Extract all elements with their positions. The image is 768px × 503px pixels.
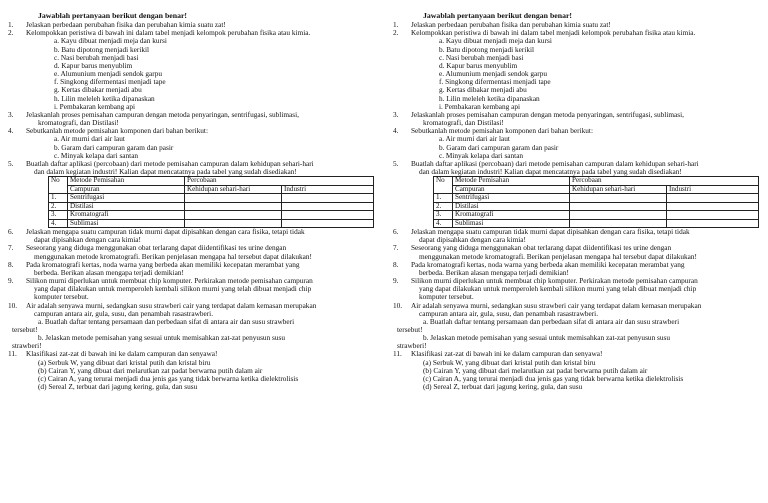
- question-1: 1. Jelaskan perbedaan perubahan fisika dan perubahan kimia suatu zat!: [8, 20, 226, 30]
- q2-item: c. Nasi berubah menjadi basi: [439, 52, 524, 62]
- question-9-cont: yang dapat dilakukan untuk memperoleh kembali silikon murni yang telah dibuat menjadi chip: [34, 284, 312, 294]
- q11-item: (b) Cairan Y, yang dibuat dari melarutkan zat padat berwarna putih dalam air: [38, 365, 263, 375]
- question-8: 8. Pada kromatografi kertas, noda warna yang berbeda akan memiliki kecepatan merambat yang: [8, 259, 300, 269]
- table-row: 4. Sublimasi: [49, 219, 374, 228]
- question-9-cont: komputer tersebut.: [419, 292, 474, 302]
- question-7-cont: menggunakan metode kromatografi. Berikan penjelasan mengapa hal tersebut dapat dilakukan!: [34, 251, 312, 261]
- table-header-method-2: Campuran: [453, 185, 570, 194]
- q2-item: e. Alumunium menjadi sendok garpu: [54, 69, 163, 79]
- q2-item: e. Alumunium menjadi sendok garpu: [439, 69, 548, 79]
- q2-item: g. Kertas dibakar menjadi abu: [54, 85, 142, 95]
- q10-item-b-cont: strawberi!: [12, 341, 42, 351]
- q2-item: f. Singkong difermentasi menjadi tape: [439, 77, 551, 87]
- question-8: 8. Pada kromatografi kertas, noda warna yang berbeda akan memiliki kecepatan merambat yang: [393, 259, 685, 269]
- worksheet-title: Jawablah pertanyaan berikut dengan benar!: [38, 11, 188, 20]
- question-3: 3. Jelaskanlah proses pemisahan campuran dengan metoda penyaringan, sentrifugasi, sublimasi,: [393, 109, 684, 119]
- q2-item: i. Pembakaran kembang api: [439, 101, 521, 111]
- q10-item-b-cont: strawberi!: [397, 341, 427, 351]
- table-header-method: Metode Pemisahan: [453, 177, 570, 186]
- question-6: 6. Jelaskan mengapa suatu campuran tidak murni dapat dipisahkan dengan cara fisika, tetapi tidak: [393, 227, 690, 237]
- table-row: 1. Sentrifugasi: [49, 194, 374, 203]
- separation-methods-table: [48, 176, 374, 228]
- worksheet-title: Jawablah pertanyaan berikut dengan benar!: [423, 11, 573, 20]
- question-11: 11. Klasifikasi zat-zat di bawah ini ke dalam campuran dan senyawa!: [8, 349, 218, 359]
- question-2: 2. Kelompokkan peristiwa di bawah ini dalam tabel menjadi kelompok perubahan fisika atau kimia.: [393, 28, 696, 38]
- table-header-no: No: [49, 177, 68, 194]
- question-4: 4. Sebutkanlah metode pemisahan komponen dari bahan berikut:: [8, 126, 208, 136]
- q2-item: b. Batu dipotong menjadi kerikil: [439, 44, 535, 54]
- question-9-cont: yang dapat dilakukan untuk memperoleh kembali silikon murni yang telah dibuat menjadi chip: [419, 284, 697, 294]
- q2-item: a. Kayu dibuat menjadi meja dan kursi: [439, 36, 552, 46]
- table-header-no: No: [434, 177, 453, 194]
- table-header-percobaan: Percobaan: [570, 177, 759, 186]
- question-3-cont: kromatografi, dan Distilasi!: [423, 118, 504, 128]
- table-header-method-2: Campuran: [68, 185, 185, 194]
- worksheet-column-right: [393, 12, 765, 391]
- q2-item: c. Nasi berubah menjadi basi: [54, 52, 139, 62]
- q10-item-b: b. Jelaskan metode pemisahan yang sesuai untuk memisahkan zat-zat penyusun susu: [423, 333, 671, 343]
- table-header-daily: Kehidupan sehari-hari: [570, 185, 667, 194]
- question-9: 9. Silikon murni diperlukan untuk membuat chip komputer. Perkirakan metode pemisahan campuran: [393, 276, 698, 286]
- table-row: 1. Sentrifugasi: [434, 194, 759, 203]
- question-5: 5. Buatlah daftar aplikasi (percobaan) dari metode pemisahan campuran dalam kehidupan sehari-hari: [8, 158, 314, 168]
- q11-item: (d) Sereal Z, terbuat dari jagung kering, gula, dan susu: [423, 382, 583, 392]
- q10-item-a: a. Buatlah daftar tentang persamaan dan perbedaan sifat di antara air dan susu strawberi: [38, 316, 295, 326]
- question-5-cont: dan dalam kegiatan industri! Kalian dapat mencatatnya pada tabel yang sudah disediakan!: [419, 166, 682, 176]
- question-8-cont: berbeda. Berikan alasan mengapa terjadi demikian!: [34, 267, 184, 277]
- q2-item: i. Pembakaran kembang api: [54, 101, 136, 111]
- q11-item: (a) Serbuk W, yang dibuat dari kristal putih dan kristal biru: [38, 357, 211, 367]
- worksheet-column-left: [8, 12, 380, 391]
- question-10-cont: campuran antara air, gula, susu, dan penambah rasastrawberi.: [419, 308, 599, 318]
- q4-item: c. Minyak kelapa dari santan: [54, 150, 139, 160]
- question-1: 1. Jelaskan perbedaan perubahan fisika dan perubahan kimia suatu zat!: [393, 20, 611, 30]
- q10-item-a: a. Buatlah daftar tentang persamaan dan perbedaan sifat di antara air dan susu strawberi: [423, 316, 680, 326]
- question-6-cont: dapat dipisahkan dengan cara kimia!: [419, 235, 526, 245]
- question-10-cont: campuran antara air, gula, susu, dan penambah rasastrawberi.: [34, 308, 214, 318]
- q10-item-a-cont: tersebut!: [397, 325, 423, 334]
- q4-item: b. Garam dari campuran garam dan pasir: [54, 142, 174, 152]
- q11-item: (d) Sereal Z, terbuat dari jagung kering, gula, dan susu: [38, 382, 198, 392]
- table-row: 3. Kromatografi: [49, 211, 374, 220]
- question-7: 7. Seseorang yang diduga menggunakan obat terlarang dapat diidentifikasi tes urine dengan: [393, 243, 672, 253]
- table-header-industry: Industri: [282, 185, 374, 194]
- table-row: 3. Kromatografi: [434, 211, 759, 220]
- question-5-cont: dan dalam kegiatan industri! Kalian dapat mencatatnya pada tabel yang sudah disediakan!: [34, 166, 297, 176]
- question-10: 10. Air adalah senyawa murni, sedangkan susu strawberi cair yang terdapat dalam kemasan merupakan: [393, 300, 702, 310]
- question-3: 3. Jelaskanlah proses pemisahan campuran dengan metoda penyaringan, sentrifugasi, sublimasi,: [8, 109, 299, 119]
- q2-item: d. Kapur barus menyublim: [54, 60, 133, 70]
- question-10: 10. Air adalah senyawa murni, sedangkan susu strawberi cair yang terdapat dalam kemasan merupakan: [8, 300, 317, 310]
- q2-item: f. Singkong difermentasi menjadi tape: [54, 77, 166, 87]
- separation-methods-table: [433, 176, 759, 228]
- question-9: 9. Silikon murni diperlukan untuk membuat chip komputer. Perkirakan metode pemisahan campuran: [8, 276, 313, 286]
- q2-item: g. Kertas dibakar menjadi abu: [439, 85, 527, 95]
- question-4: 4. Sebutkanlah metode pemisahan komponen dari bahan berikut:: [393, 126, 593, 136]
- question-11: 11. Klasifikasi zat-zat di bawah ini ke dalam campuran dan senyawa!: [393, 349, 603, 359]
- q10-item-a-cont: tersebut!: [12, 325, 38, 334]
- q11-item: (c) Cairan A, yang terurai menjadi dua jenis gas yang tidak berwarna ketika dielektrolisis: [423, 373, 684, 383]
- q10-item-b: b. Jelaskan metode pemisahan yang sesuai untuk memisahkan zat-zat penyusun susu: [38, 333, 286, 343]
- table-header-daily: Kehidupan sehari-hari: [185, 185, 282, 194]
- q4-item: c. Minyak kelapa dari santan: [439, 150, 524, 160]
- q2-item: h. Lilin meleleh ketika dipanaskan: [54, 93, 155, 103]
- q4-item: a. Air murni dari air laut: [54, 134, 125, 144]
- question-6-cont: dapat dipisahkan dengan cara kimia!: [34, 235, 141, 245]
- table-row: 2. Distilasi: [434, 202, 759, 211]
- question-9-cont: komputer tersebut.: [34, 292, 89, 302]
- table-row: 2. Distilasi: [49, 202, 374, 211]
- question-7-cont: menggunakan metode kromatografi. Berikan penjelasan mengapa hal tersebut dapat dilakukan!: [419, 251, 697, 261]
- q11-item: (b) Cairan Y, yang dibuat dari melarutkan zat padat berwarna putih dalam air: [423, 365, 648, 375]
- q2-item: d. Kapur barus menyublim: [439, 60, 518, 70]
- table-row: 4. Sublimasi: [434, 219, 759, 228]
- table-header-method: Metode Pemisahan: [68, 177, 185, 186]
- q4-item: b. Garam dari campuran garam dan pasir: [439, 142, 559, 152]
- q11-item: (a) Serbuk W, yang dibuat dari kristal putih dan kristal biru: [423, 357, 596, 367]
- q4-item: a. Air murni dari air laut: [439, 134, 510, 144]
- q2-item: a. Kayu dibuat menjadi meja dan kursi: [54, 36, 167, 46]
- question-3-cont: kromatografi, dan Distilasi!: [38, 118, 119, 128]
- q2-item: b. Batu dipotong menjadi kerikil: [54, 44, 150, 54]
- table-header-percobaan: Percobaan: [185, 177, 374, 186]
- question-5: 5. Buatlah daftar aplikasi (percobaan) dari metode pemisahan campuran dalam kehidupan sehari-hari: [393, 158, 699, 168]
- question-2: 2. Kelompokkan peristiwa di bawah ini dalam tabel menjadi kelompok perubahan fisika atau kimia.: [8, 28, 311, 38]
- q11-item: (c) Cairan A, yang terurai menjadi dua jenis gas yang tidak berwarna ketika dielektrolisis: [38, 373, 299, 383]
- q2-item: h. Lilin meleleh ketika dipanaskan: [439, 93, 540, 103]
- question-8-cont: berbeda. Berikan alasan mengapa terjadi demikian!: [419, 267, 569, 277]
- table-header-industry: Industri: [667, 185, 759, 194]
- question-7: 7. Seseorang yang diduga menggunakan obat terlarang dapat diidentifikasi tes urine dengan: [8, 243, 287, 253]
- question-6: 6. Jelaskan mengapa suatu campuran tidak murni dapat dipisahkan dengan cara fisika, tetapi tidak: [8, 227, 305, 237]
